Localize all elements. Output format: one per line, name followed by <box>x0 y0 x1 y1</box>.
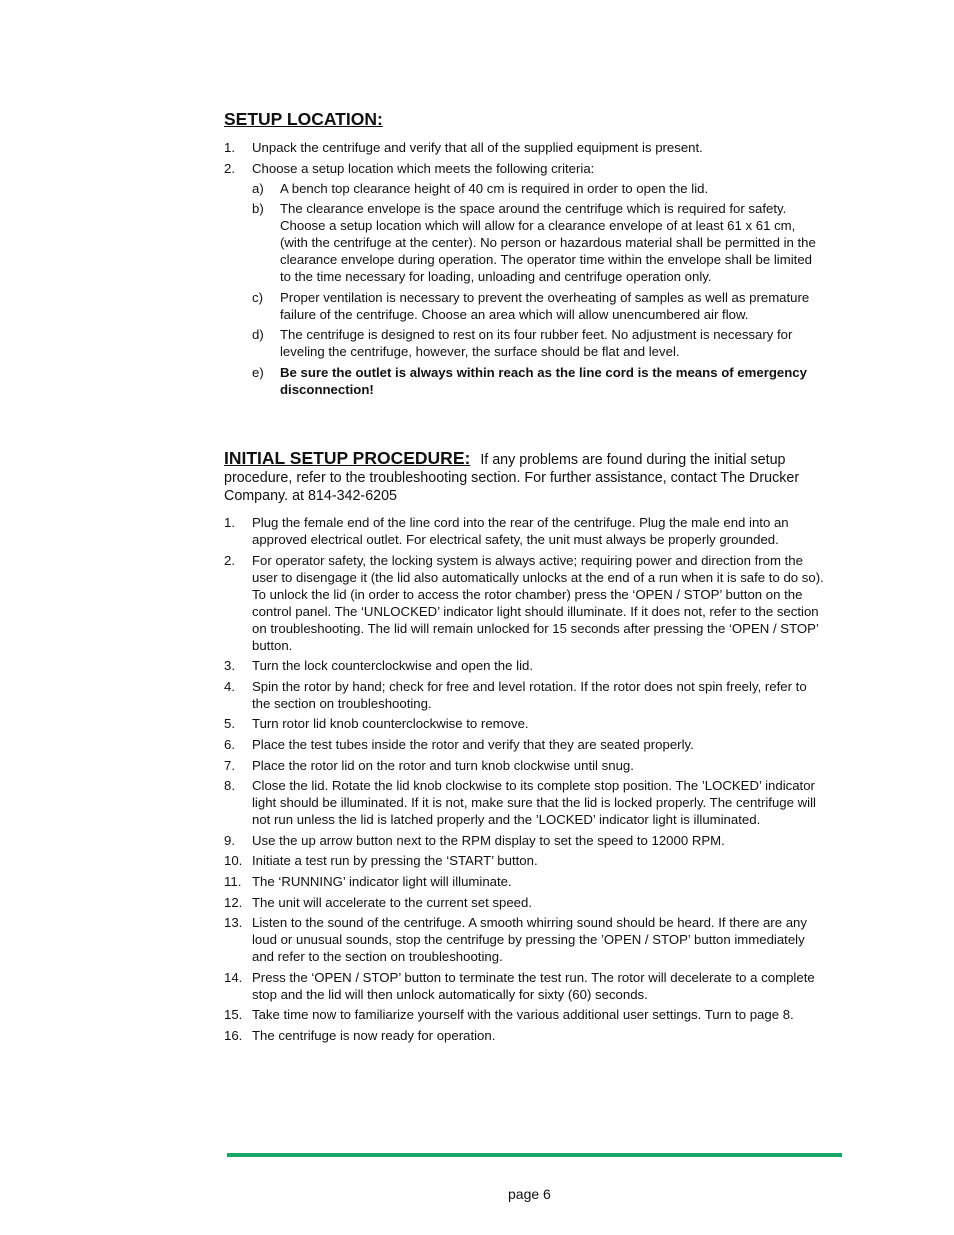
criteria-text-warning: Be sure the outlet is always within reach as the line cord is the means of emergency disconnection! <box>280 364 807 397</box>
list-item <box>224 757 824 774</box>
list-item <box>224 1027 824 1044</box>
step-number: 10. <box>224 853 243 869</box>
list-item <box>224 657 824 674</box>
setup-location-list <box>224 139 824 402</box>
step-text: The centrifuge is now ready for operation. <box>252 1027 496 1043</box>
step-number: 9. <box>224 832 235 848</box>
step-text: Spin the rotor by hand; check for free and level rotation. If the rotor does not spin freely, refer to the section on troubleshooting. <box>252 678 807 711</box>
criteria-item <box>224 180 824 197</box>
list-item <box>224 678 824 712</box>
list-item <box>224 715 824 732</box>
list-item <box>224 832 824 849</box>
criteria-text: The centrifuge is designed to rest on its four rubber feet. No adjustment is necessary for leveling the centrifuge, however, the surface should be flat and level. <box>280 327 793 360</box>
criteria-letter: c) <box>252 289 263 305</box>
step-number: 16. <box>224 1027 243 1043</box>
footer-divider <box>227 1153 842 1157</box>
criteria-item <box>224 200 824 285</box>
criteria-item <box>224 289 824 323</box>
step-number: 6. <box>224 736 235 752</box>
initial-setup-heading: INITIAL SETUP PROCEDURE: <box>224 448 471 468</box>
step-number: 3. <box>224 658 235 674</box>
criteria-letter: b) <box>252 201 264 217</box>
item-number: 1. <box>224 140 235 155</box>
list-item <box>224 969 824 1003</box>
step-text: The unit will accelerate to the current set speed. <box>252 894 533 910</box>
step-number: 11. <box>224 873 242 889</box>
step-number: 7. <box>224 757 235 773</box>
step-number: 1. <box>224 515 235 530</box>
step-text: Place the rotor lid on the rotor and turn knob clockwise until snug. <box>252 757 634 773</box>
step-text: Listen to the sound of the centrifuge. A smooth whirring sound should be heard. If there are any loud or unusual sounds, stop the centrifuge by pressing the ’OPEN / STOP’ button immediately and refer to the section on troubleshooting. <box>252 915 807 965</box>
step-number: 15. <box>224 1007 243 1023</box>
item-text: Unpack the centrifuge and verify that all of the supplied equipment is present. <box>252 140 703 155</box>
step-text: Close the lid. Rotate the lid knob clockwise to its complete stop position. The ’LOCKED’ indicator light should be illuminated. If it is not, make sure that the lid is locked properly. The centrifuge will not run unless the lid is latched properly and the ’LOCKED’ indicator light is illuminated. <box>252 778 816 828</box>
list-item <box>224 914 824 965</box>
step-text: Press the ‘OPEN / STOP’ button to terminate the test run. The rotor will decelerate to a complete stop and the lid will then unlock automatically for sixty (60) seconds. <box>252 969 815 1002</box>
initial-setup-steps <box>224 514 824 1048</box>
criteria-item-warning <box>224 364 824 398</box>
step-number: 14. <box>224 969 243 985</box>
criteria-text: The clearance envelope is the space around the centrifuge which is required for safety. Choose a setup location which will allow for a clearance envelope of at least 61 x 61 cm, (with the centrifuge at the center). No person or hazardous material shall be permitted in the clearance envelope during operation. The operator time within the envelope shall be limited to the time necessary for loading, unloading and centrifuge operation only. <box>280 201 816 285</box>
step-text: Take time now to familiarize yourself with the various additional user settings. Turn to page 8. <box>252 1007 794 1023</box>
list-item <box>224 160 824 398</box>
initial-setup-intro-text: If any problems are found during the initial setup procedure, refer to the troubleshooting section. For further assistance, contact The Drucker Company. at 814-342-6205 <box>224 452 800 504</box>
criteria-text: Proper ventilation is necessary to prevent the overheating of samples as well as premature failure of the centrifuge. Choose an area which will allow unencumbered air flow. <box>280 289 810 322</box>
step-text: For operator safety, the locking system is always active; requiring power and direction from the user to disengage it (the lid also automatically unlocks at the end of a run when it is safe to do so). To unlock the lid (in order to access the rotor chamber) press the ‘OPEN / STOP’ button on the control panel. The ‘UNLOCKED’ indicator light should illuminate. If it does not, refer to the section on troubleshooting. The lid will remain unlocked for 15 seconds after pressing the ‘OPEN / STOP’ button. <box>252 552 824 653</box>
list-item <box>224 1006 824 1023</box>
step-number: 8. <box>224 778 235 794</box>
criteria-letter: a) <box>252 180 264 196</box>
step-number: 2. <box>224 552 235 568</box>
list-item <box>224 777 824 828</box>
step-number: 13. <box>224 915 243 931</box>
step-text: Use the up arrow button next to the RPM display to set the speed to 12000 RPM. <box>252 832 725 848</box>
item-number: 2. <box>224 160 235 176</box>
step-text: Turn rotor lid knob counterclockwise to remove. <box>252 716 529 732</box>
step-text: Initiate a test run by pressing the ‘START’ button. <box>252 853 538 869</box>
step-number: 12. <box>224 894 243 910</box>
list-item <box>224 736 824 753</box>
step-number: 4. <box>224 678 235 694</box>
list-item <box>224 514 824 548</box>
initial-setup-intro <box>224 449 824 505</box>
list-item <box>224 873 824 890</box>
criteria-item <box>224 326 824 360</box>
criteria-text: A bench top clearance height of 40 cm is required in order to open the lid. <box>280 180 709 196</box>
step-text: Turn the lock counterclockwise and open the lid. <box>252 658 534 674</box>
list-item <box>224 852 824 869</box>
step-number: 5. <box>224 716 235 732</box>
criteria-list <box>224 180 824 398</box>
step-text: Plug the female end of the line cord into the rear of the centrifuge. Plug the male end into an approved electrical outlet. For electrical safety, the unit must always be properly grounded. <box>252 515 789 547</box>
list-item <box>224 139 824 156</box>
step-text: The ‘RUNNING’ indicator light will illuminate. <box>252 873 512 889</box>
list-item <box>224 894 824 911</box>
criteria-letter: e) <box>252 364 264 380</box>
page-number: page 6 <box>508 1186 551 1202</box>
list-item <box>224 552 824 654</box>
criteria-letter: d) <box>252 327 264 343</box>
step-text: Place the test tubes inside the rotor and verify that they are seated properly. <box>252 736 694 752</box>
setup-location-heading: SETUP LOCATION: <box>224 109 383 129</box>
item-text: Choose a setup location which meets the following criteria: <box>252 160 595 176</box>
